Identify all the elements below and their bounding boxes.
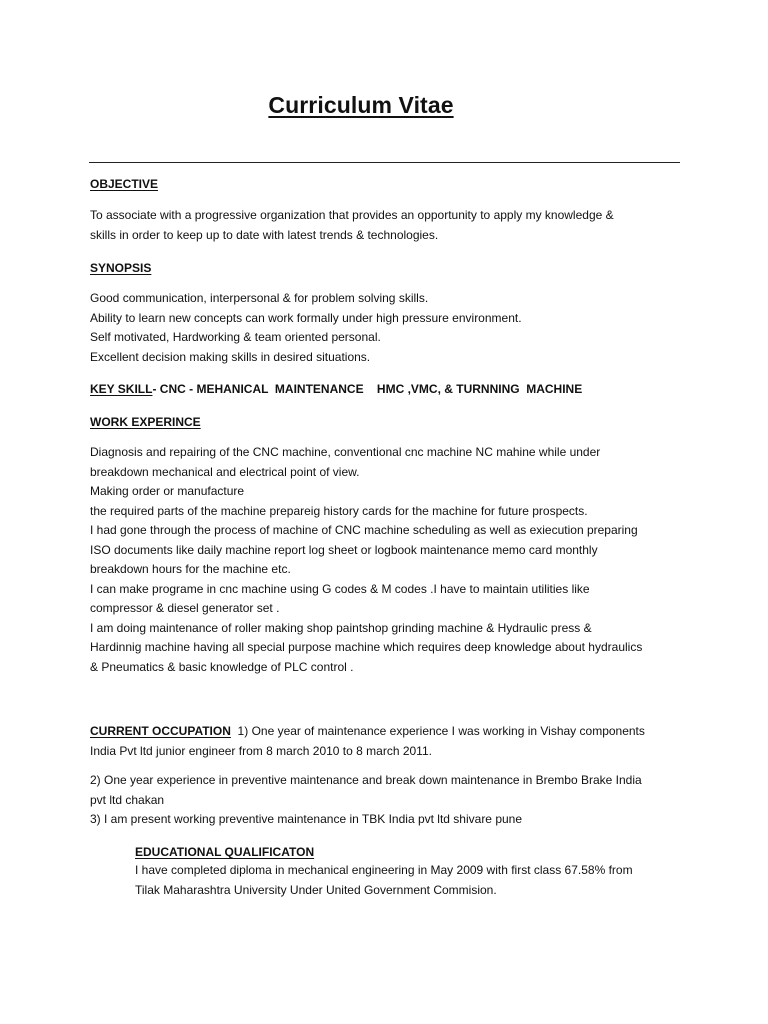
education-line: I have completed diploma in mechanical engineering in May 2009 with first class 67.58% from: [135, 863, 633, 877]
synopsis-line: Ability to learn new concepts can work formally under high pressure environment.: [90, 310, 522, 325]
work-experience-line: Hardinnig machine having all special purpose machine which requires deep knowledge about hydraulics: [90, 640, 643, 654]
education-line: Tilak Maharashtra University Under United Government Commision.: [135, 882, 497, 897]
work-experience-line: breakdown hours for the machine etc.: [90, 562, 291, 576]
work-experience-heading: WORK EXPERINCE: [90, 415, 201, 429]
occupation-line: 3) I am present working preventive maintenance in TBK India pvt ltd shivare pune: [90, 812, 523, 826]
work-experience-line: I can make programe in cnc machine using G codes & M codes .I have to maintain utilities like: [90, 581, 590, 596]
synopsis-line: Good communication, interpersonal & for problem solving skills.: [90, 291, 429, 305]
occupation-line: 2) One year experience in preventive maintenance and break down maintenance in Brembo Brake India: [90, 773, 642, 787]
synopsis-line: Self motivated, Hardworking & team oriented personal.: [90, 330, 381, 344]
objective-line: skills in order to keep up to date with latest trends & technologies.: [90, 227, 439, 242]
education-text: [135, 861, 633, 900]
work-experience-line: Diagnosis and repairing of the CNC machine, conventional cnc machine NC mahine while under: [90, 445, 601, 459]
key-skill: [90, 382, 582, 396]
objective-heading: OBJECTIVE: [90, 177, 159, 191]
current-occupation: [90, 722, 645, 761]
objective-line: To associate with a progressive organization that provides an opportunity to apply my knowledge &: [90, 208, 614, 222]
work-experience-line: Making order or manufacture: [90, 484, 245, 498]
current-occupation-label: CURRENT OCCUPATION: [90, 724, 231, 738]
key-skill-text: - CNC - MEHANICAL MAINTENANCE HMC ,VMC, & TURNNING MACHINE: [152, 382, 583, 396]
work-experience-line: & Pneumatics & basic knowledge of PLC control .: [90, 659, 354, 674]
work-experience-line: ISO documents like daily machine report log sheet or logbook maintenance memo card monthly: [90, 542, 598, 557]
work-experience-line: breakdown mechanical and electrical point of view.: [90, 464, 360, 479]
work-experience-line: I had gone through the process of machine of CNC machine scheduling as well as exiecution preparing: [90, 523, 638, 537]
occupation-more: [90, 771, 642, 830]
document-title: Curriculum Vitae: [268, 92, 454, 118]
education-heading: EDUCATIONAL QUALIFICATON: [135, 845, 315, 859]
title-divider: [89, 162, 680, 163]
occupation-line: India Pvt ltd junior engineer from 8 march 2010 to 8 march 2011.: [90, 743, 432, 758]
synopsis-line: Excellent decision making skills in desired situations.: [90, 349, 371, 364]
occupation-item-1: 1) One year of maintenance experience I was working in Vishay components: [230, 724, 645, 738]
work-experience-text: [90, 443, 642, 677]
occupation-line: pvt ltd chakan: [90, 792, 165, 807]
synopsis-heading: SYNOPSIS: [90, 261, 152, 275]
objective-text: [90, 206, 614, 245]
work-experience-line: the required parts of the machine prepareig history cards for the machine for future prospects.: [90, 503, 588, 518]
synopsis-text: [90, 289, 522, 367]
key-skill-label: KEY SKILL: [90, 382, 153, 396]
occupation-line: [90, 722, 645, 742]
work-experience-line: I am doing maintenance of roller making shop paintshop grinding machine & Hydraulic press &: [90, 620, 592, 635]
work-experience-line: compressor & diesel generator set .: [90, 601, 280, 615]
